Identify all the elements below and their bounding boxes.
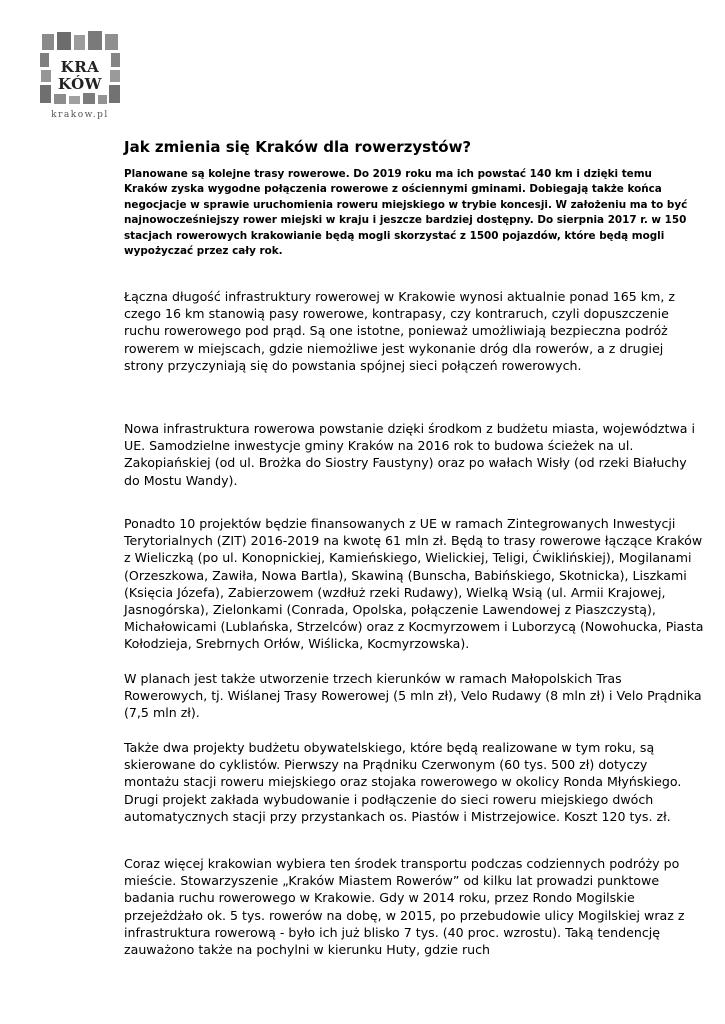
krakow-logo[interactable] (38, 30, 122, 124)
article-lead: Planowane są kolejne trasy rowerowe. Do 2019 roku ma ich powstać 140 km i dzięki temu Kraków zyska wygodne połączenia rowerowe z ościennymi gminami. Dobiegają także końca negocjacje w sprawie uruchomienia roweru miejskiego w trybie koncesji. W założeniu ma to być najnowocześniejszy rower miejski w kraju i jeszcze bardziej dostępny. Do sierpnia 2017 r. w 150 stacjach rowerowych krakowianie będą mogli skorzystać z 1500 pojazdów, które będą mogli wypożyczać przez cały rok. (124, 168, 688, 258)
logo-url: krakow.pl (51, 110, 109, 120)
article-paragraph: Także dwa projekty budżetu obywatelskiego, które będą realizowane w tym roku, są skierowane do cyklistów. Pierwszy na Prądniku Czerwonym (60 tys. 500 zł) dotyczy montażu stacji roweru miejskiego oraz stojaka rowerowego w okolicy Ronda Młyńskiego. Drugi projekt zakłada wybudowanie i podłączenie do sieci roweru miejskiego dwóch automatycznych stacji przy przystankach os. Piastów i Mistrzejowice. Koszt 120 tys. zł. (124, 740, 682, 824)
article-paragraph: Ponadto 10 projektów będzie finansowanych z UE w ramach Zintegrowanych Inwestycji Terytorialnych (ZIT) 2016-2019 na kwotę 61 mln zł. Będą to trasy rowerowe łączące Kraków z Wieliczką (po ul. Konopnickiej, Kamieńskiego, Wielickiej, Teligi, Ćwiklińskiej), Mogilanami (Orzeszkowa, Zawiła, Nowa Bartla), Skawiną (Bunscha, Babińskiego, Skotnicka), Liszkami (Księcia Józefa), Zabierzowem (wzdłuż rzeki Rudawy), Wielką Wsią (ul. Armii Krajowej, Jasnogórska), Zielonkami (Conrada, Opolska, połączenie Lawendowej z Piaszczystą), Michałowicami (Lublańska, Strzelców) oraz z Kocmyrzowem i Luborzycą (Nowohucka, Piasta Kołodzieja, Srebrnych Orłów, Wiślicka, Kocmyrzowska). (124, 516, 704, 652)
article-paragraph: W planach jest także utworzenie trzech kierunków w ramach Małopolskich Tras Rowerowych, tj. Wiślanej Trasy Rowerowej (5 mln zł), Velo Rudawy (8 mln zł) i Velo Prądnika (7,5 mln zł). (124, 671, 702, 721)
logo-wordmark-line2: KÓW (57, 75, 103, 93)
article-paragraph: Nowa infrastruktura rowerowa powstanie dzięki środkom z budżetu miasta, województwa i UE. Samodzielne inwestycje gminy Kraków na 2016 rok to budowa ścieżek na ul. Zakopiańskiej (od ul. Brożka do Siostry Faustyny) oraz po wałach Wisły (od rzeki Białuchy do Mostu Wandy). (124, 421, 695, 488)
logo-wordmark-line1: KRA (60, 58, 100, 76)
article-title: Jak zmienia się Kraków dla rowerzystów? (124, 138, 472, 156)
article-paragraph: Coraz więcej krakowian wybiera ten środek transportu podczas codziennych podróży po mieście. Stowarzyszenie „Kraków Miastem Rowerów” od kilku lat prowadzi punktowe badania ruchu rowerowego w Krakowie. Gdy w 2014 roku, przez Rondo Mogilskie przejeżdżało ok. 5 tys. rowerów na dobę, w 2015, po przebudowie ulicy Mogilskiej wraz z infrastruktura rowerową - było ich już blisko 7 tys. (40 proc. wzrostu). Taką tendencję zauważono także na pochylni w kierunku Huty, gdzie ruch (124, 856, 685, 958)
article-paragraph: Łączna długość infrastruktury rowerowej w Krakowie wynosi aktualnie ponad 165 km, z czego 16 km stanowią pasy rowerowe, kontrapasy, czy kontraruch, czyli dopuszczenie ruchu rowerowego pod prąd. Są one istotne, ponieważ umożliwiają bezpieczna podróż rowerem w miejscach, gdzie niemożliwe jest wykonanie dróg dla rowerów, a z drugiej strony przyczyniają się do powstania spójnej sieci połączeń rowerowych. (124, 289, 675, 373)
